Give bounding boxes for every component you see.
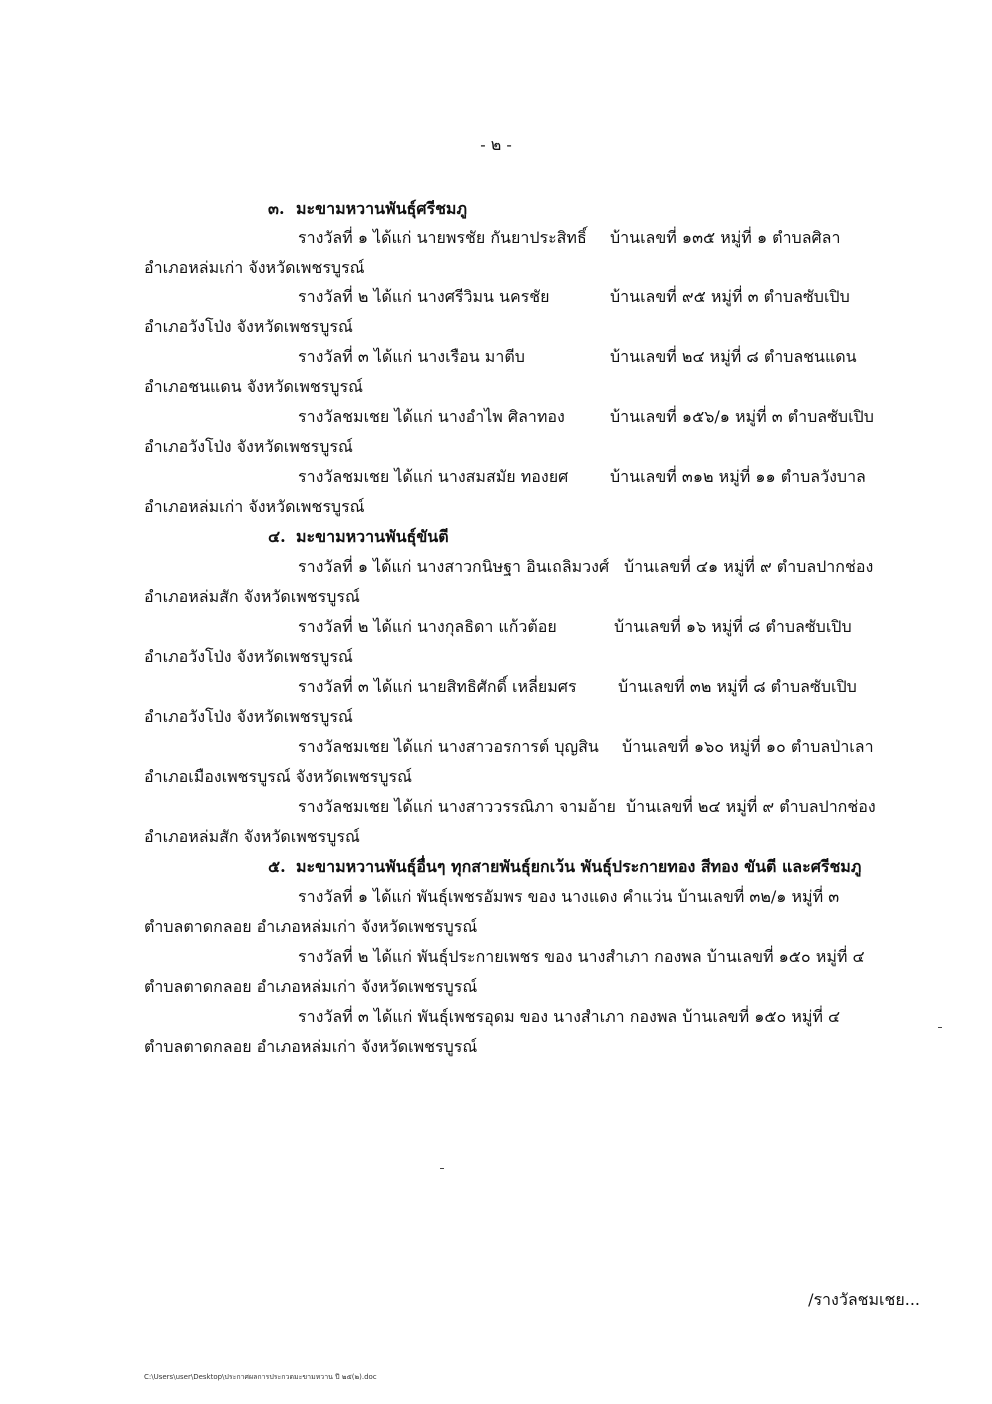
page-number: - ๒ -	[480, 135, 512, 154]
section-number: ๕.	[268, 857, 286, 876]
prize-line: รางวัลที่ ๒ ได้แก่ นางศรีวิมน นครชัย	[298, 287, 550, 306]
prize-continuation: อำเภอหล่มสัก จังหวัดเพชรบูรณ์	[144, 827, 360, 846]
section-heading	[268, 527, 449, 547]
section-heading	[268, 857, 861, 877]
prize-continuation: อำเภอหล่มเก่า จังหวัดเพชรบูรณ์	[144, 497, 365, 516]
prize-address: บ้านเลขที่ ๑๕๖/๑ หมู่ที่ ๓ ตำบลซับเปิบ	[610, 407, 874, 426]
prize-continuation: ตำบลตาดกลอย อำเภอหล่มเก่า จังหวัดเพชรบูรณ์	[144, 917, 478, 936]
prize-line: รางวัลชมเชย ได้แก่ นางสาววรรณิภา จามอ้าย	[298, 797, 616, 816]
prize-continuation: ตำบลตาดกลอย อำเภอหล่มเก่า จังหวัดเพชรบูรณ์	[144, 1037, 478, 1056]
prize-line: รางวัลที่ ๓ ได้แก่ นายสิทธิศักดิ์ เหลี่ยมศร	[298, 677, 577, 696]
prize-address: บ้านเลขที่ ๒๔ หมู่ที่ ๙ ตำบลปากช่อง	[626, 797, 876, 816]
prize-address: บ้านเลขที่ ๔๑ หมู่ที่ ๙ ตำบลปากช่อง	[624, 557, 874, 576]
prize-continuation: อำเภอวังโป่ง จังหวัดเพชรบูรณ์	[144, 437, 353, 456]
prize-line: รางวัลที่ ๒ ได้แก่ นางกุลธิดา แก้วต้อย	[298, 617, 557, 636]
prize-address: บ้านเลขที่ ๙๕ หมู่ที่ ๓ ตำบลซับเปิบ	[610, 287, 850, 306]
prize-address: บ้านเลขที่ ๓๑๒ หมู่ที่ ๑๑ ตำบลวังบาล	[610, 467, 866, 486]
prize-continuation: อำเภอวังโป่ง จังหวัดเพชรบูรณ์	[144, 707, 353, 726]
section-heading	[268, 199, 467, 219]
section-number: ๓.	[268, 199, 285, 218]
prize-continuation: อำเภอหล่มสัก จังหวัดเพชรบูรณ์	[144, 587, 360, 606]
prize-line: รางวัลชมเชย ได้แก่ นางสมสมัย ทองยศ	[298, 467, 569, 486]
section-title: มะขามหวานพันธุ์ขันตี	[296, 527, 449, 546]
section-number: ๔.	[268, 527, 286, 546]
prize-continuation: ตำบลตาดกลอย อำเภอหล่มเก่า จังหวัดเพชรบูรณ์	[144, 977, 478, 996]
prize-continuation: อำเภอเมืองเพชรบูรณ์ จังหวัดเพชรบูรณ์	[144, 767, 412, 786]
prize-line: รางวัลชมเชย ได้แก่ นางอำไพ ศิลาทอง	[298, 407, 565, 426]
prize-line: รางวัลที่ ๑ ได้แก่ นายพรชัย กันยาประสิทธิ์	[298, 228, 587, 247]
section-title: มะขามหวานพันธุ์อื่นๆ ทุกสายพันธุ์ยกเว้น พันธุ์ประกายทอง สีทอง ขันตี และศรีชมภู	[296, 857, 862, 876]
prize-address: บ้านเลขที่ ๑๖ หมู่ที่ ๘ ตำบลซับเปิบ	[614, 617, 852, 636]
prize-continuation: อำเภอวังโป่ง จังหวัดเพชรบูรณ์	[144, 317, 353, 336]
prize-address: บ้านเลขที่ ๒๔ หมู่ที่ ๘ ตำบลชนแดน	[610, 347, 857, 366]
file-path-footer: C:\Users\user\Desktop\ประกาศผลการประกวดมะขามหวาน ปี ๒๕(๒).doc	[144, 1373, 377, 1381]
prize-line: รางวัลที่ ๑ ได้แก่ พันธุ์เพชรอัมพร ของ นางแดง คำแว่น บ้านเลขที่ ๓๒/๑ หมู่ที่ ๓	[298, 887, 840, 906]
section-title: มะขามหวานพันธุ์ศรีชมภู	[296, 199, 468, 218]
prize-line: รางวัลที่ ๓ ได้แก่ พันธุ์เพชรอุดม ของ นางสำเภา กองพล บ้านเลขที่ ๑๕๐ หมู่ที่ ๔	[298, 1007, 841, 1026]
continuation-marker: /รางวัลชมเชย...	[808, 1290, 920, 1309]
prize-line: รางวัลที่ ๒ ได้แก่ พันธุ์ประกายเพชร ของ นางสำเภา กองพล บ้านเลขที่ ๑๕๐ หมู่ที่ ๔	[298, 947, 865, 966]
prize-line: รางวัลชมเชย ได้แก่ นางสาวอรการต์ บุญสิน	[298, 737, 599, 756]
scan-speck	[440, 1168, 444, 1169]
scan-speck	[938, 1027, 942, 1028]
prize-address: บ้านเลขที่ ๑๓๕ หมู่ที่ ๑ ตำบลศิลา	[610, 228, 841, 247]
prize-address: บ้านเลขที่ ๓๒ หมู่ที่ ๘ ตำบลซับเปิบ	[618, 677, 857, 696]
prize-line: รางวัลที่ ๑ ได้แก่ นางสาวกนิษฐา อินเถลิมวงศ์	[298, 557, 610, 576]
prize-continuation: อำเภอหล่มเก่า จังหวัดเพชรบูรณ์	[144, 258, 365, 277]
prize-line: รางวัลที่ ๓ ได้แก่ นางเรือน มาตีบ	[298, 347, 525, 366]
prize-address: บ้านเลขที่ ๑๖๐ หมู่ที่ ๑๐ ตำบลป่าเลา	[622, 737, 874, 756]
prize-continuation: อำเภอชนแดน จังหวัดเพชรบูรณ์	[144, 377, 363, 396]
prize-continuation: อำเภอวังโป่ง จังหวัดเพชรบูรณ์	[144, 647, 353, 666]
